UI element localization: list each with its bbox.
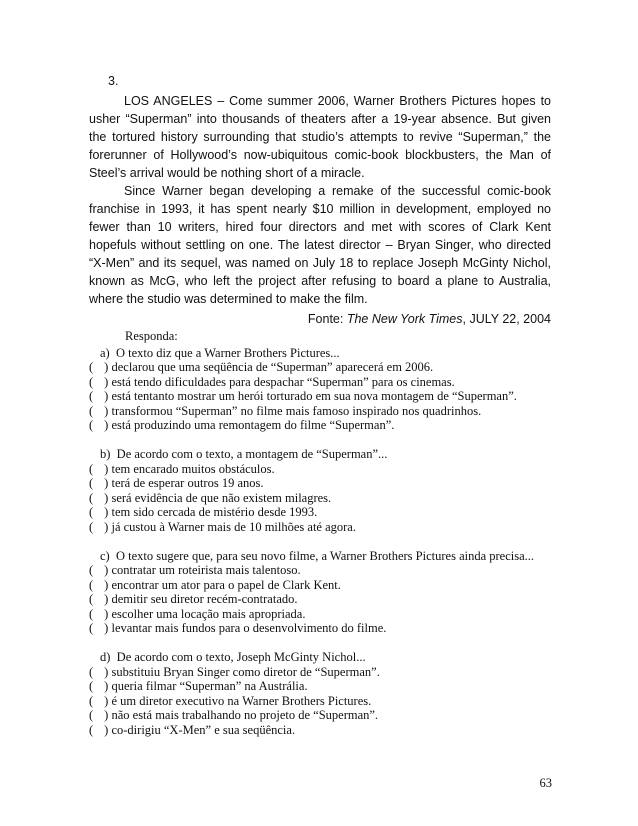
question-stem: a) O texto diz que a Warner Brothers Pictures... [100,345,340,360]
instruction-label: Responda: [125,329,178,343]
answer-box-open: ( [89,577,94,592]
answer-box-open: ( [89,664,94,679]
answer-option[interactable] [89,694,559,709]
answer-option[interactable] [89,621,559,636]
answer-option-text: está produzindo uma remontagem do filme “Superman”. [111,418,395,432]
answer-option[interactable] [89,578,559,593]
question-block [89,447,559,534]
answer-option-text: contratar um roteirista mais talentoso. [111,563,301,577]
answer-option[interactable] [89,476,559,491]
answer-option-text: está tentanto mostrar um herói torturado em sua nova montagem de “Superman”. [111,389,517,403]
answer-option-text: encontrar um ator para o papel de Clark Kent. [111,577,341,592]
answer-box-close: ) [104,679,109,693]
answer-box-open: ( [89,563,94,577]
answer-option[interactable] [89,505,559,520]
answer-option[interactable] [89,723,559,738]
answer-box-close: ) [104,577,109,592]
answer-box-close: ) [104,403,109,418]
answer-option-text: queria filmar “Superman” na Austrália. [111,679,308,693]
answer-box-open: ( [89,374,94,389]
answer-box-close: ) [104,519,109,534]
answer-option-text: declarou que uma seqüência de “Superman” aparecerá em 2006. [111,360,434,374]
answer-box-open: ( [89,476,94,490]
answer-box-close: ) [104,563,109,577]
answer-box-close: ) [104,476,109,490]
question-stem: b) De acordo com o texto, a montagem de “Superman”... [100,447,388,461]
answer-box-close: ) [104,360,109,374]
answer-box-open: ( [89,461,94,476]
answer-box-open: ( [89,592,94,606]
answer-option[interactable] [89,404,559,419]
answer-option-text: substituiu Bryan Singer como diretor de “Superman”. [111,664,380,679]
answer-option-text: escolher uma locação mais apropriada. [111,606,306,621]
answer-box-close: ) [104,708,109,722]
answer-box-close: ) [104,664,109,679]
answer-box-close: ) [104,592,109,606]
answer-box-open: ( [89,722,94,737]
answer-option-text: demitir seu diretor recém-contratado. [111,592,298,606]
answer-option[interactable] [89,462,559,477]
answer-option-text: co-dirigiu “X-Men” e sua seqüência. [111,722,296,737]
answer-box-close: ) [104,490,109,505]
answer-option-text: será evidência de que não existem milagres. [111,490,332,505]
answer-option-text: é um diretor executivo na Warner Brothers Pictures. [111,693,372,708]
answer-option[interactable] [89,708,559,723]
source-citation [89,310,551,328]
answer-box-open: ( [89,403,94,418]
page-number: 63 [539,776,552,790]
passage-paragraph: Since Warner began developing a remake of the successful comic-book franchise in 1993, it has spent nearly $10 million in development, employed no fewer than 10 writers, hired four directors and met with scores of Clark Kent hopefuls without settling on one. The latest director – Bryan Singer, who directed “X-Men” and its sequel, was named on July 18 to replace Joseph McGinty Nichol, known as McG, who left the project after refusing to board a plane to Australia, where the studio was determined to make the film. [89,184,551,306]
question-block [89,650,559,737]
question-block [89,346,559,433]
answer-box-open: ( [89,389,94,403]
answer-box-close: ) [104,693,109,708]
answer-option-text: terá de esperar outros 19 anos. [111,476,264,490]
answer-option[interactable] [89,563,559,578]
source-suffix: , JULY 22, 2004 [462,312,551,326]
question-stem: d) De acordo com o texto, Joseph McGinty Nichol... [100,650,366,664]
reading-passage [89,92,551,308]
source-prefix: Fonte: [307,312,347,326]
answer-box-open: ( [89,490,94,505]
answer-box-open: ( [89,418,94,432]
answer-option[interactable] [89,679,559,694]
answer-option[interactable] [89,418,559,433]
answer-box-open: ( [89,606,94,621]
questions-section [89,329,559,737]
answer-box-open: ( [89,693,94,708]
question-number: 3. [108,74,119,88]
answer-box-close: ) [104,461,109,476]
answer-box-open: ( [89,519,94,534]
answer-option[interactable] [89,491,559,506]
answer-box-close: ) [104,374,109,389]
answer-option[interactable] [89,389,559,404]
answer-box-open: ( [89,708,94,722]
answer-box-open: ( [89,621,94,635]
answer-box-open: ( [89,360,94,374]
answer-option[interactable] [89,375,559,390]
answer-option-text: levantar mais fundos para o desenvolvimento do filme. [111,621,387,635]
question-list [89,346,559,738]
answer-box-close: ) [104,606,109,621]
answer-option[interactable] [89,665,559,680]
answer-box-close: ) [104,389,109,403]
answer-option-text: transformou “Superman” no filme mais famoso inspirado nos quadrinhos. [111,403,482,418]
answer-option[interactable] [89,360,559,375]
answer-box-close: ) [104,722,109,737]
answer-option[interactable] [89,592,559,607]
question-stem: c) O texto sugere que, para seu novo filme, a Warner Brothers Pictures ainda precisa... [100,548,535,563]
answer-option[interactable] [89,520,559,535]
source-publication: The New York Times [346,312,463,326]
answer-option-text: tem encarado muitos obstáculos. [111,461,275,476]
answer-box-close: ) [104,621,109,635]
answer-box-close: ) [104,505,109,519]
answer-box-close: ) [104,418,109,432]
answer-option-text: está tendo dificuldades para despachar “Superman” para os cinemas. [111,374,455,389]
answer-option[interactable] [89,607,559,622]
answer-box-open: ( [89,505,94,519]
question-block [89,549,559,636]
answer-option-text: não está mais trabalhando no projeto de “Superman”. [111,708,379,722]
passage-paragraph: LOS ANGELES – Come summer 2006, Warner Brothers Pictures hopes to usher “Superman” into thousands of theaters after a 19-year absence. But given the tortured history surrounding that studio’s attempts to revive “Superman,” the forerunner of Hollywood’s now-ubiquitous comic-book blockbusters, the Man of Steel’s arrival would be nothing short of a miracle. [89,94,551,180]
answer-option-text: tem sido cercada de mistério desde 1993. [111,505,318,519]
answer-box-open: ( [89,679,94,693]
answer-option-text: já custou à Warner mais de 10 milhões até agora. [111,519,356,534]
